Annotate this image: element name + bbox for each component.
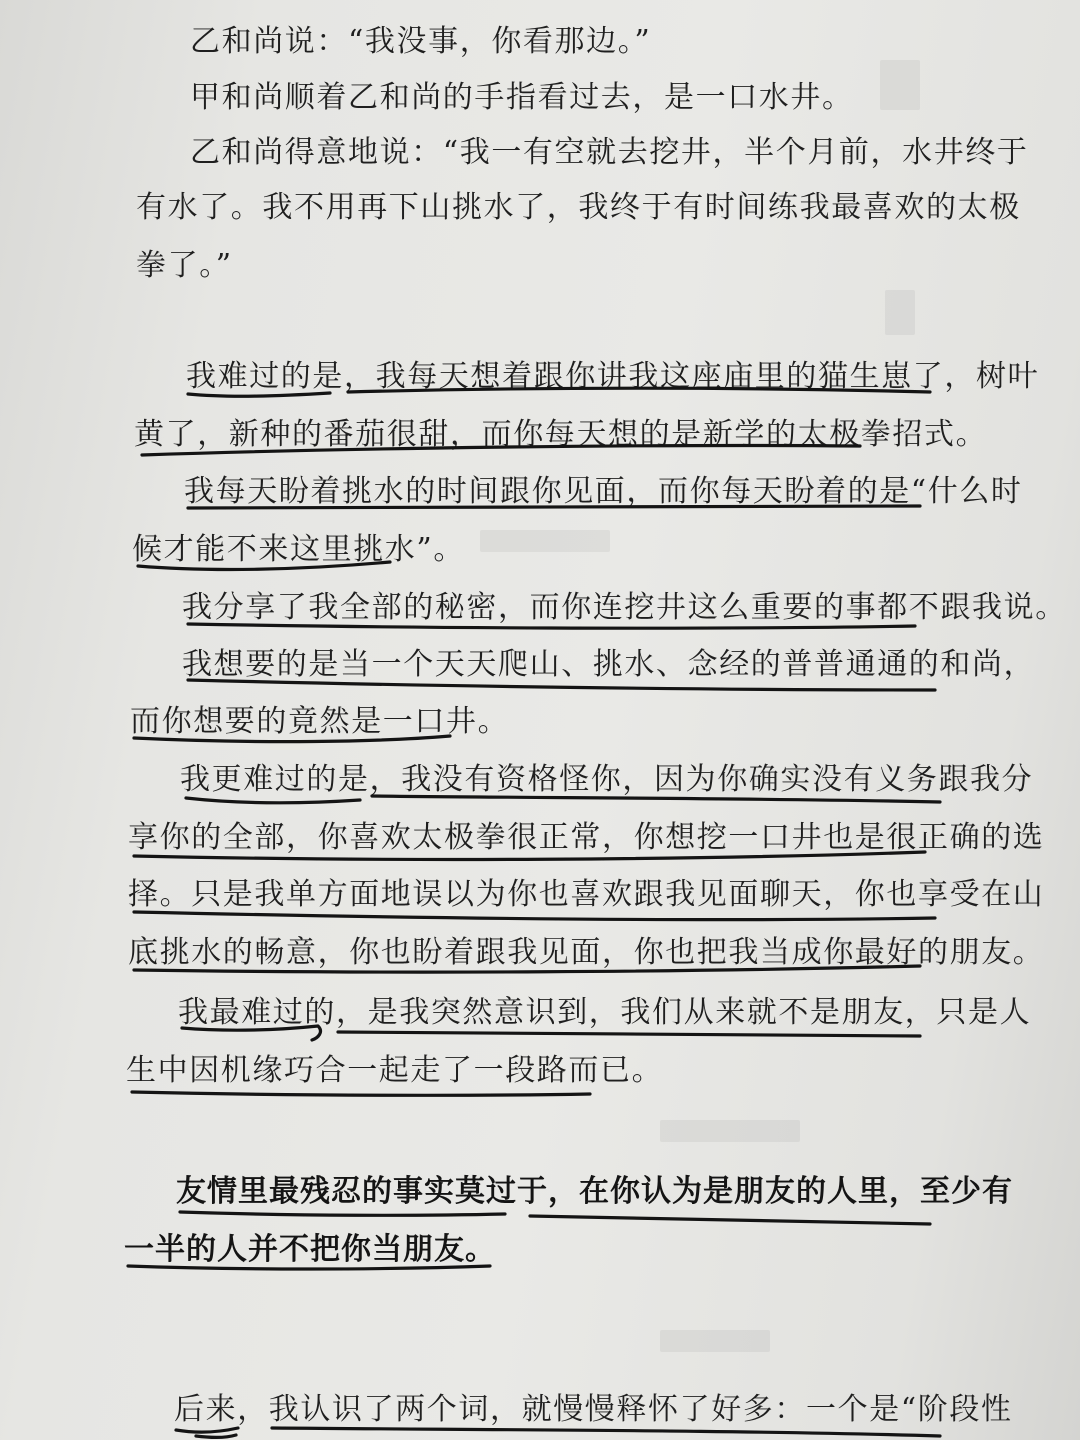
text-line: 我每天盼着挑水的时间跟你见面，而你每天盼着的是“什么时 (184, 474, 1023, 509)
text-line: 我想要的是当一个天天爬山、挑水、念经的普普通通的和尚， (182, 647, 1036, 682)
text-line: 而你想要的竟然是一口井。 (130, 704, 510, 739)
pen-underline (530, 1216, 930, 1224)
highlight-line: 一半的人并不把你当朋友。 (124, 1232, 496, 1267)
bleed-through-mark (480, 530, 610, 552)
text-line: 候才能不来这里挑水”。 (132, 532, 465, 567)
text-line: 甲和尚顺着乙和尚的手指看过去，是一口水井。 (190, 80, 854, 115)
text-line: 享你的全部，你喜欢太极拳很正常，你想挖一口井也是很正确的选 (128, 820, 1045, 855)
text-line: 拳了。” (136, 248, 233, 283)
bleed-through-mark (885, 290, 915, 335)
pen-underline (132, 1092, 590, 1095)
text-line: 我最难过的，是我突然意识到，我们从来就不是朋友，只是人 (178, 995, 1032, 1030)
text-line: 后来，我认识了两个词，就慢慢释怀了好多：一个是“阶段性 (174, 1392, 1013, 1427)
text-line: 黄了，新种的番茄很甜，而你每天想的是新学的太极拳招式。 (134, 417, 988, 452)
text-line: 有水了。我不用再下山挑水了，我终于有时间练我最喜欢的太极 (136, 190, 1021, 225)
text-line: 择。只是我单方面地误以为你也喜欢跟我见面聊天，你也享受在山 (128, 877, 1045, 912)
text-line: 我分享了我全部的秘密，而你连挖井这么重要的事都不跟我说。 (182, 590, 1067, 625)
pen-underline (180, 1212, 505, 1215)
text-line: 生中因机缘巧合一起走了一段路而已。 (126, 1053, 664, 1088)
text-line: 我更难过的是，我没有资格怪你，因为你确实没有义务跟我分 (180, 762, 1034, 797)
pen-underline (196, 1435, 236, 1437)
text-line: 乙和尚说：“我没事，你看那边。” (190, 24, 652, 59)
text-line: 我难过的是，我每天想着跟你讲我这座庙里的猫生崽了，树叶 (186, 359, 1040, 394)
bleed-through-mark (660, 1120, 800, 1142)
bleed-through-mark (660, 1330, 770, 1352)
bleed-through-mark (880, 60, 920, 110)
highlight-line: 友情里最残忍的事实莫过于，在你认为是朋友的人里，至少有 (176, 1174, 1013, 1209)
text-line: 底挑水的畅意，你也盼着跟我见面，你也把我当成你最好的朋友。 (128, 935, 1045, 970)
text-line: 乙和尚得意地说：“我一有空就去挖井，半个月前，水井终于 (190, 135, 1029, 170)
